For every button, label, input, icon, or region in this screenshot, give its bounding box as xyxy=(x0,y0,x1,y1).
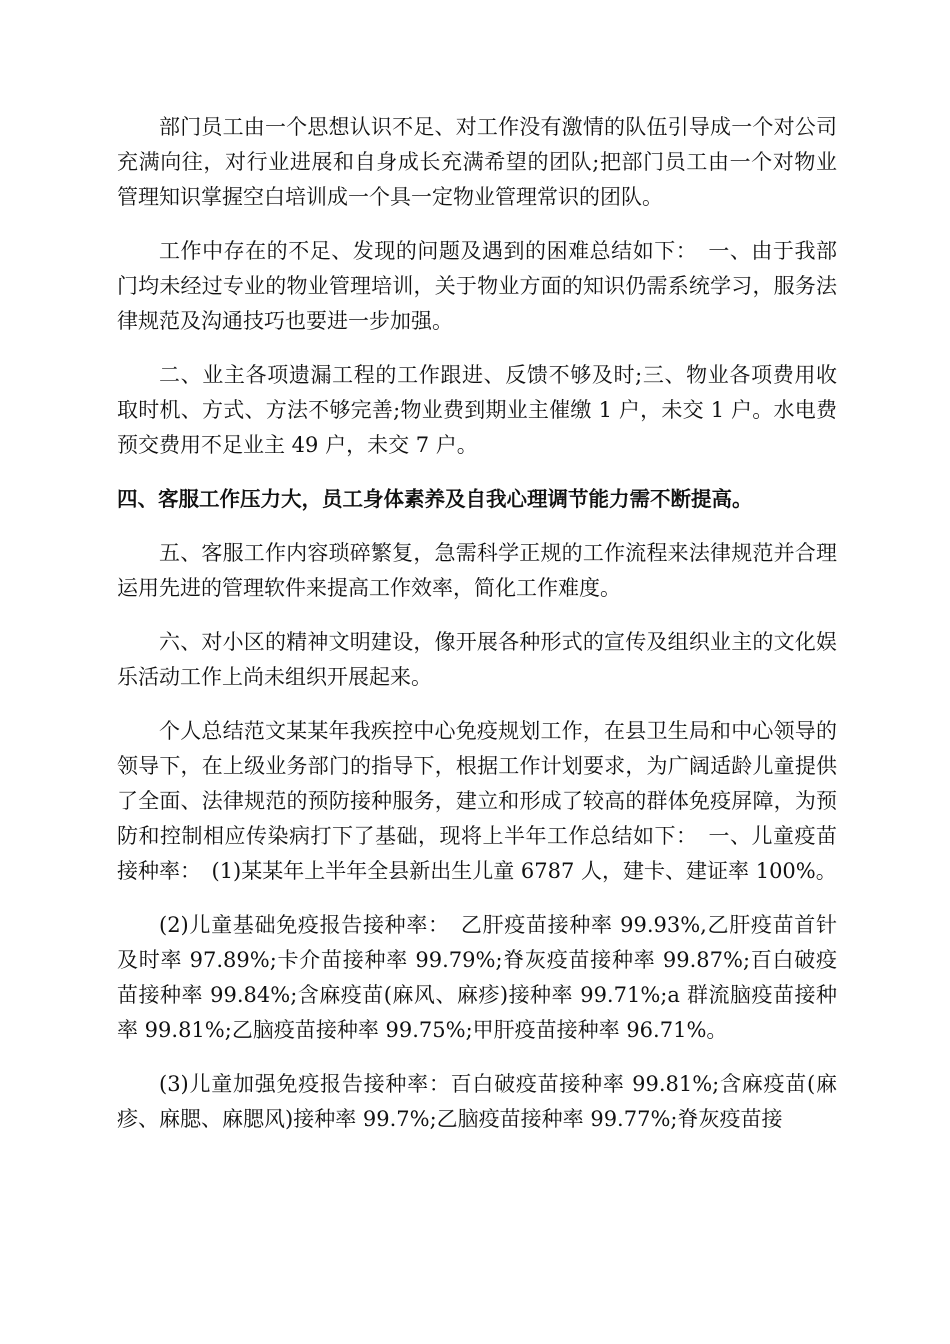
paragraph-shortcomings: 工作中存在的不足、发现的问题及遇到的困难总结如下： 一、由于我部门均未经过专业的物业管理培训，关于物业方面的知识仍需系统学习，服务法律规范及沟通技巧也要进一步加强。 xyxy=(117,239,837,333)
paragraph-immunization-summary: 个人总结范文某某年我疾控中心免疫规划工作，在县卫生局和中心领导的领导下，在上级业务部门的指导下，根据工作计划要求，为广阔适龄儿童提供了全面、法律规范的预防接种服务，建立和形成了较高的群体免疫屏障，为预防和控制相应传染病打下了基础，现将上半年工作总结如下： 一、儿童疫苗接种率： (1)某某年上半年全县新出生儿童 6787 人，建卡、建证率 100%。 xyxy=(117,719,837,883)
paragraph-followup-fees: 二、业主各项遗漏工程的工作跟进、反馈不够及时;三、物业各项费用收取时机、方式、方法不够完善;物业费到期业主催缴 1 户，未交 1 户。水电费预交费用不足业主 49 户，未交 7 户。 xyxy=(117,363,837,457)
paragraph-community-culture: 六、对小区的精神文明建设，像开展各种形式的宣传及组织业主的文化娱乐活动工作上尚未组织开展起来。 xyxy=(117,630,837,689)
paragraph-basic-immunization: (2)儿童基础免疫报告接种率： 乙肝疫苗接种率 99.93%,乙肝疫苗首针及时率 97.89%;卡介苗接种率 99.79%;脊灰疫苗接种率 99.87%;百白破疫苗接种率 99.84%;含麻疫苗(麻风、麻疹)接种率 99.71%;a 群流脑疫苗接种率 99.81%;乙脑疫苗接种率 99.75%;甲肝疫苗接种率 96.71%。 xyxy=(117,913,837,1042)
paragraph-work-pressure: 四、客服工作压力大，员工身体素养及自我心理调节能力需不断提高。 xyxy=(117,487,753,511)
document-page xyxy=(117,110,837,1156)
paragraph-workflow: 五、客服工作内容琐碎繁复，急需科学正规的工作流程来法律规范并合理运用先进的管理软件来提高工作效率，简化工作难度。 xyxy=(117,541,837,600)
paragraph-staff-growth: 部门员工由一个思想认识不足、对工作没有激情的队伍引导成一个对公司充满向往，对行业进展和自身成长充满希望的团队;把部门员工由一个对物业管理知识掌握空白培训成一个具一定物业管理常识的团队。 xyxy=(117,115,837,209)
paragraph-booster-immunization: (3)儿童加强免疫报告接种率：百白破疫苗接种率 99.81%;含麻疫苗(麻疹、麻腮、麻腮风)接种率 99.7%;乙脑疫苗接种率 99.77%;脊灰疫苗接 xyxy=(117,1072,837,1131)
